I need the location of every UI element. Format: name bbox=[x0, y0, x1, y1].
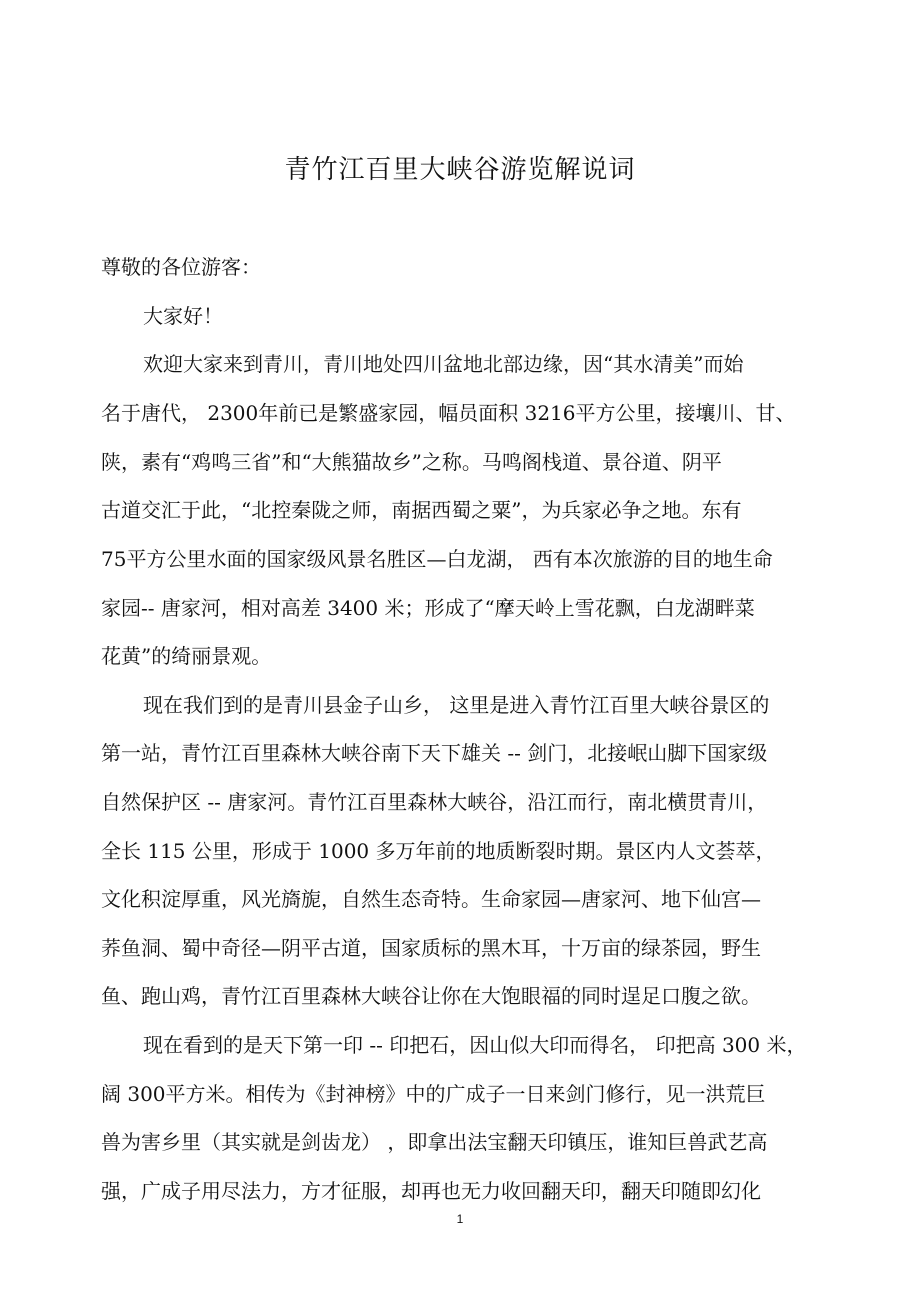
greeting: 大家好！ bbox=[143, 304, 223, 328]
paragraph-line: 现在看到的是天下第一印 -- 印把石，因山似大印而得名， 印把高 300 米， bbox=[143, 1033, 807, 1057]
paragraph-line: 兽为害乡里（其实就是剑齿龙） ，即拿出法宝翻天印镇压，谁知巨兽武艺高 bbox=[101, 1130, 768, 1154]
paragraph-line: 阔 300平方米。相传为《封神榜》中的广成子一日来剑门修行，见一洪荒巨 bbox=[101, 1082, 766, 1106]
paragraph-line: 欢迎大家来到青川，青川地处四川盆地北部边缘，因“其水清美”而始 bbox=[143, 352, 744, 376]
paragraph-line: 自然保护区 -- 唐家河。青竹江百里森林大峡谷，沿江而行，南北横贯青川， bbox=[101, 790, 768, 814]
paragraph-line: 鱼、跑山鸡，青竹江百里森林大峡谷让你在大饱眼福的同时逞足口腹之欲。 bbox=[101, 984, 761, 1008]
paragraph-line: 荞鱼洞、蜀中奇径—阴平古道，国家质标的黑木耳，十万亩的绿茶园，野生 bbox=[101, 936, 761, 960]
paragraph-line: 古道交汇于此，“北控秦陇之师，南据西蜀之粟”，为兵家必争之地。东有 bbox=[101, 498, 742, 522]
page-number: 1 bbox=[456, 1212, 464, 1226]
paragraph-line: 现在我们到的是青川县金子山乡， 这里是进入青竹江百里大峡谷景区的 bbox=[143, 693, 770, 717]
paragraph-line: 名于唐代， 2300年前已是繁盛家园，幅员面积 3216平方公里，接壤川、甘、 bbox=[101, 401, 796, 425]
paragraph-line: 文化积淀厚重，风光旖旎，自然生态奇特。生命家园—唐家河、地下仙宫— bbox=[101, 887, 761, 911]
paragraph-line: 75平方公里水面的国家级风景名胜区—白龙湖， 西有本次旅游的目的地生命 bbox=[101, 547, 773, 571]
paragraph-line: 第一站，青竹江百里森林大峡谷南下天下雄关 -- 剑门，北接岷山脚下国家级 bbox=[101, 741, 768, 765]
salutation: 尊敬的各位游客： bbox=[101, 255, 261, 279]
paragraph-line: 花黄”的绮丽景观。 bbox=[101, 644, 272, 668]
document-title: 青竹江百里大峡谷游览解说词 bbox=[284, 155, 636, 185]
paragraph-line: 家园-- 唐家河，相对高差 3400 米；形成了“摩天岭上雪花飘，白龙湖畔菜 bbox=[101, 596, 755, 620]
paragraph-line: 强，广成子用尽法力，方才征服，却再也无力收回翻天印，翻天印随即幻化 bbox=[101, 1179, 761, 1203]
paragraph-line: 陕，素有“鸡鸣三省”和“大熊猫故乡”之称。马鸣阁栈道、景谷道、阴平 bbox=[101, 450, 722, 474]
paragraph-line: 全长 115 公里，形成于 1000 多万年前的地质断裂时期。景区内人文荟萃， bbox=[101, 839, 776, 863]
